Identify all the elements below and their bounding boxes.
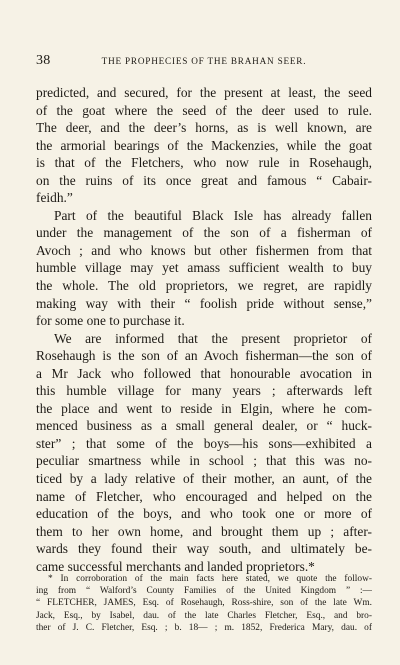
body-text (36, 84, 372, 575)
running-head (36, 53, 372, 70)
running-title: THE PROPHECIES OF THE BRAHAN SEER. (101, 56, 307, 66)
footnote-line: “ FLETCHER, JAMES, Esq. of Rosehaugh, Ross-shire, son of the late Wm. (36, 598, 372, 609)
body-line: of the goat where the seed of the deer used to rule. (36, 102, 372, 118)
body-line: is that of the Fletchers, who now rule in Rosehaugh, (36, 155, 372, 171)
footnote (36, 573, 372, 634)
body-line: ster” ; that some of the boys—his sons—exhibited a (36, 435, 372, 451)
body-line: for some one to purchase it. (36, 313, 185, 329)
footnote-line: ther of J. C. Fletcher, Esq. ; b. 18— ; m. 1852, Frederica Mary, dau. of (36, 622, 372, 633)
body-line: Avoch ; and who knows but other fishermen from that (36, 242, 372, 258)
body-line: ticed by a lady relative of their mother, an aunt, of the (36, 471, 372, 487)
body-line: The deer, and the deer’s horns, as is well known, are (36, 120, 372, 136)
body-line: We are informed that the present proprietor of (54, 330, 372, 346)
body-line: wards they found their way south, and ultimately be- (36, 541, 372, 557)
body-line: feidh.” (36, 190, 73, 206)
footnote-line: ing from “ Walford’s County Families of the United Kingdom ” :— (36, 586, 372, 597)
body-line: came successful merchants and landed proprietors.* (36, 558, 315, 574)
body-line: them to her own home, and brought them up ; after- (36, 523, 372, 539)
body-line: Rosehaugh is the son of an Avoch fisherman—the son of (36, 348, 372, 364)
body-line: predicted, and secured, for the present at least, the seed (36, 85, 372, 100)
body-line: menced business as a small general dealer, or “ huck- (36, 418, 372, 434)
body-line: a Mr Jack who followed that honourable avocation in (36, 365, 372, 381)
footnote-line: * In corroboration of the main facts here stated, we quote the follow- (48, 574, 372, 584)
body-line: education of the boys, and who took one or more of (36, 506, 372, 522)
body-line: name of Fletcher, who encouraged and helped on the (36, 488, 372, 504)
body-line: making way with their “ foolish pride without sense,” (36, 295, 372, 311)
body-line: the armorial bearings of the Mackenzies, while the goat (36, 137, 372, 153)
footnote-line: Jack, Esq., by Isabel, dau. of the late Charles Fletcher, Esq., and bro- (36, 610, 372, 621)
body-line: the whole. The old proprietors, we regret, are rapidly (36, 278, 372, 294)
page-number: 38 (36, 53, 51, 68)
body-line: peculiar smartness while in school ; that this was no- (36, 453, 372, 469)
body-line: under the management of the son of a fisherman of (36, 225, 372, 241)
body-line: on the ruins of its once great and famous “ Cabair- (36, 172, 372, 188)
body-line: humble village may yet amass sufficient wealth to buy (36, 260, 372, 276)
body-line: this humble village for many years ; afterwards left (36, 383, 372, 399)
body-line: the place and went to reside in Elgin, where he com- (36, 400, 372, 416)
body-line: Part of the beautiful Black Isle has already fallen (54, 207, 372, 223)
